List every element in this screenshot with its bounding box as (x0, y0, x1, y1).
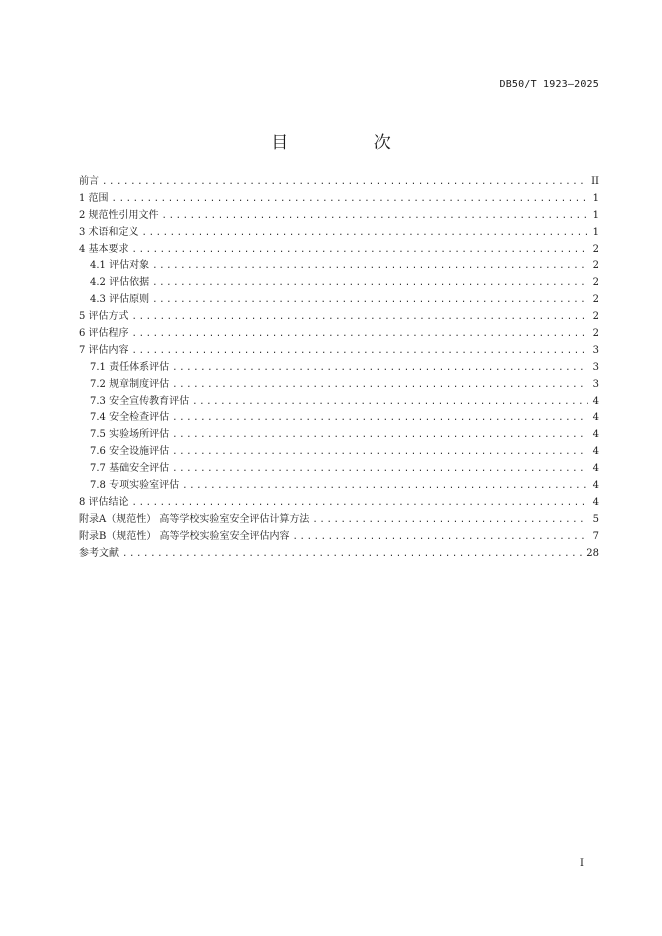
toc-dot-leader (172, 360, 588, 377)
toc-dot-leader (122, 546, 583, 563)
toc-dot-leader (312, 512, 588, 529)
toc-entry-label: 7.7 基础安全评估 (90, 463, 170, 475)
toc-entry-page: 1 (592, 209, 599, 221)
toc-entry-page: 7 (592, 530, 599, 542)
toc-entry-label: 7.2 规章制度评估 (90, 378, 170, 390)
toc-entry-page: 4 (592, 429, 599, 441)
toc-entry-label: 2 规范性引用文件 (79, 209, 159, 221)
toc-entry-label: 7.3 安全宣传教育评估 (90, 395, 190, 407)
toc-entry-label: 1 范围 (79, 192, 109, 204)
toc-entry-page: 4 (592, 496, 599, 508)
toc-entry[interactable] (79, 495, 599, 512)
toc-entry-page: 3 (592, 378, 599, 390)
toc-entry[interactable] (79, 478, 599, 495)
toc-dot-leader (182, 478, 588, 495)
toc-entry-label: 5 评估方式 (79, 311, 129, 323)
toc-entry[interactable] (79, 360, 599, 377)
toc-dot-leader (293, 529, 588, 546)
toc-dot-leader (172, 461, 588, 478)
toc-entry-page: 5 (592, 513, 599, 525)
page-title: 目 次 (271, 133, 431, 153)
toc-entry-label: 附录B（规范性） 高等学校实验室安全评估内容 (79, 530, 290, 542)
toc-entry-page: 4 (592, 412, 599, 424)
toc-dot-leader (132, 242, 588, 259)
toc-dot-leader (112, 191, 588, 208)
toc-dot-leader (152, 292, 588, 309)
toc-entry[interactable] (79, 546, 599, 563)
toc-dot-leader (172, 377, 588, 394)
toc-entry-page: 2 (592, 277, 599, 289)
toc-entry-page: 1 (592, 226, 599, 238)
toc-entry[interactable] (79, 410, 599, 427)
toc-dot-leader (152, 275, 588, 292)
toc-dot-leader (172, 444, 588, 461)
toc-dot-leader (132, 326, 588, 343)
toc-entry[interactable] (79, 326, 599, 343)
toc-entry-label: 7.4 安全检查评估 (90, 412, 170, 424)
toc-dot-leader (132, 309, 588, 326)
toc-entry-page: 4 (592, 395, 599, 407)
toc-entry-page: 4 (592, 446, 599, 458)
toc-entry[interactable] (79, 309, 599, 326)
toc-dot-leader (132, 495, 588, 512)
toc-entry[interactable] (79, 377, 599, 394)
toc-entry-label: 4.2 评估依据 (90, 277, 150, 289)
toc-dot-leader (172, 427, 588, 444)
toc-entry[interactable] (79, 208, 599, 225)
toc-entry-label: 8 评估结论 (79, 496, 129, 508)
toc-entry[interactable] (79, 461, 599, 478)
toc-entry-label: 7.5 实验场所评估 (90, 429, 170, 441)
toc-entry-page: 3 (592, 361, 599, 373)
toc-entry-label: 附录A（规范性） 高等学校实验室安全评估计算方法 (79, 513, 310, 525)
toc-entry-label: 7 评估内容 (79, 344, 129, 356)
toc-dot-leader (172, 410, 588, 427)
page-number: I (580, 858, 584, 869)
toc-entry-label: 7.6 安全设施评估 (90, 446, 170, 458)
document-code: DB50/T 1923—2025 (499, 79, 599, 90)
toc-entry[interactable] (79, 343, 599, 360)
toc-entry[interactable] (79, 444, 599, 461)
toc-entry-page: II (591, 176, 599, 187)
toc-entry[interactable] (79, 174, 599, 191)
toc-entry-label: 7.1 责任体系评估 (90, 361, 170, 373)
toc-entry-page: 1 (592, 192, 599, 204)
toc-entry-label: 6 评估程序 (79, 328, 129, 340)
toc-entry[interactable] (79, 225, 599, 242)
toc-entry[interactable] (79, 242, 599, 259)
toc-entry-page: 2 (592, 294, 599, 306)
toc-dot-leader (142, 225, 588, 242)
toc-entry[interactable] (79, 191, 599, 208)
toc-entry[interactable] (79, 258, 599, 275)
toc-dot-leader (102, 174, 588, 191)
toc-entry-page: 2 (592, 311, 599, 323)
toc-entry-page: 4 (592, 463, 599, 475)
toc-dot-leader (152, 258, 588, 275)
toc-entry[interactable] (79, 427, 599, 444)
toc-entry-label: 7.8 专项实验室评估 (90, 480, 180, 492)
toc-entry[interactable] (79, 394, 599, 411)
toc-entry[interactable] (79, 529, 599, 546)
toc-dot-leader (162, 208, 588, 225)
toc-entry-page: 3 (592, 344, 599, 356)
toc-entry-label: 3 术语和定义 (79, 226, 139, 238)
toc-entry-label: 参考文献 (79, 547, 119, 559)
toc-entry[interactable] (79, 512, 599, 529)
toc-entry[interactable] (79, 275, 599, 292)
toc-entry-label: 4.3 评估原则 (90, 294, 150, 306)
toc-entry-page: 2 (592, 328, 599, 340)
toc-entry-label: 前言 (79, 176, 99, 187)
toc-entry-page: 28 (586, 547, 599, 559)
toc-entry[interactable] (79, 292, 599, 309)
table-of-contents (79, 174, 599, 562)
toc-entry-label: 4 基本要求 (79, 243, 129, 255)
toc-dot-leader (192, 394, 588, 411)
toc-dot-leader (132, 343, 588, 360)
toc-entry-page: 2 (592, 243, 599, 255)
toc-entry-page: 4 (592, 480, 599, 492)
toc-entry-page: 2 (592, 260, 599, 272)
toc-entry-label: 4.1 评估对象 (90, 260, 150, 272)
